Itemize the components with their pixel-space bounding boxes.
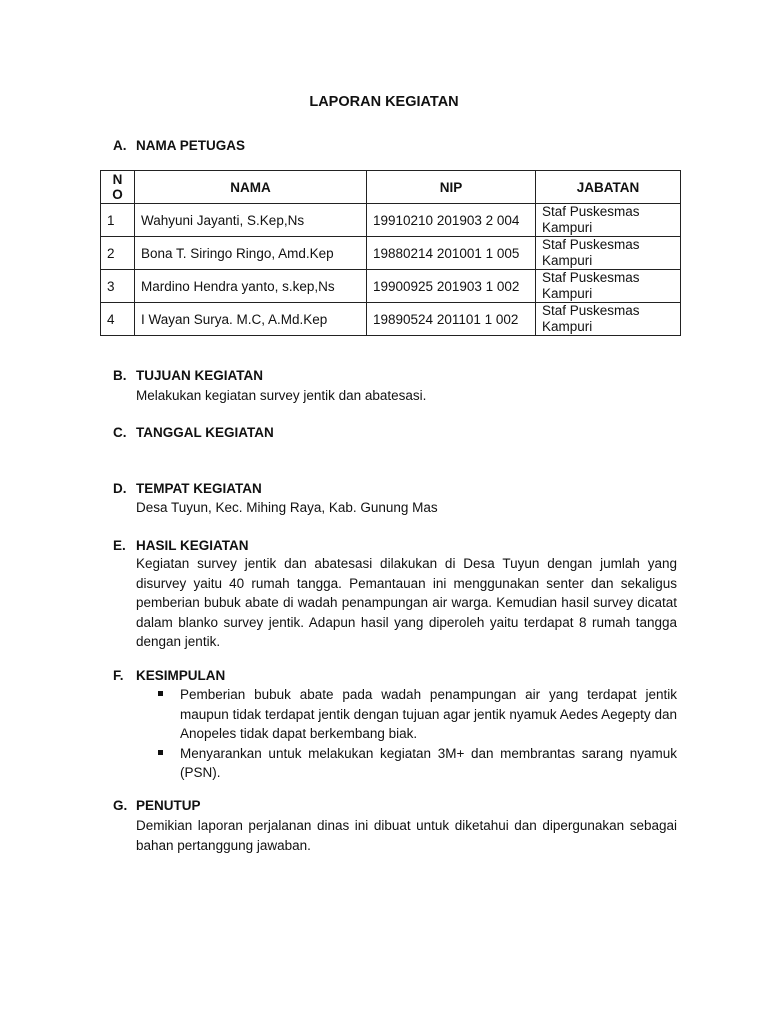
jabatan-line2: Kampuri <box>542 286 593 301</box>
section-g-heading <box>113 798 201 813</box>
jabatan-line1: Staf Puskesmas <box>542 303 640 318</box>
section-c-heading <box>113 425 274 440</box>
section-c-title: TANGGAL KEGIATAN <box>136 425 274 440</box>
list-item-text: Pemberian bubuk abate pada wadah penampungan air yang terdapat jentik maupun tidak terdapat jentik dengan tujuan agar jentik nyamuk Aedes Aegepty dan Anopeles tidak dapat berkembang biak. <box>180 687 677 741</box>
kesimpulan-list <box>160 685 677 783</box>
section-g-letter: G. <box>113 798 128 813</box>
section-g-title: PENUTUP <box>136 798 201 813</box>
table-row <box>101 270 681 303</box>
list-item-text: Menyarankan untuk melakukan kegiatan 3M+ dan membrantas sarang nyamuk (PSN). <box>180 745 677 780</box>
cell-nama: I Wayan Surya. M.C, A.Md.Kep <box>135 303 367 336</box>
section-b-title: TUJUAN KEGIATAN <box>136 368 263 383</box>
section-c-letter: C. <box>113 425 127 440</box>
section-b-text: Melakukan kegiatan survey jentik dan abatesasi. <box>136 388 427 403</box>
section-b-letter: B. <box>113 368 127 383</box>
petugas-table <box>100 170 681 336</box>
header-jabatan: JABATAN <box>536 171 681 204</box>
header-nip: NIP <box>367 171 536 204</box>
section-d-heading <box>113 481 262 496</box>
section-e-heading <box>113 538 249 553</box>
cell-no: 4 <box>101 303 135 336</box>
header-no <box>101 171 135 204</box>
section-a-title: NAMA PETUGAS <box>136 138 246 153</box>
section-g-text: Demikian laporan perjalanan dinas ini dibuat untuk diketahui dan dipergunakan sebagai bahan pertanggung jawaban. <box>136 818 677 853</box>
header-no-line2: O <box>112 187 123 202</box>
section-a-heading <box>113 138 245 153</box>
section-a-letter: A. <box>113 138 127 153</box>
cell-no: 3 <box>101 270 135 303</box>
cell-nip: 19900925 201903 1 002 <box>367 270 536 303</box>
section-d-text: Desa Tuyun, Kec. Mihing Raya, Kab. Gunung Mas <box>136 500 438 515</box>
cell-nama: Wahyuni Jayanti, S.Kep,Ns <box>135 204 367 237</box>
cell-jabatan <box>536 303 681 336</box>
bullet-icon <box>158 750 163 755</box>
section-e-text: Kegiatan survey jentik dan abatesasi dilakukan di Desa Tuyun dengan jumlah yang disurvey yaitu 40 rumah tangga. Pemantauan ini menggunakan senter dan sekaligus pemberian bubuk abate di wadah penampungan air warga. Kemudian hasil survey dicatat dalam blanko survey jentik. Adapun hasil yang diperoleh yaitu terdapat 8 rumah tangga dengan jentik. <box>136 556 677 649</box>
table-row <box>101 237 681 270</box>
cell-no: 2 <box>101 237 135 270</box>
cell-nip: 19910210 201903 2 004 <box>367 204 536 237</box>
section-e-title: HASIL KEGIATAN <box>136 538 249 553</box>
jabatan-line2: Kampuri <box>542 319 593 334</box>
section-f-heading <box>113 668 225 683</box>
cell-no: 1 <box>101 204 135 237</box>
jabatan-line2: Kampuri <box>542 220 593 235</box>
section-f-title: KESIMPULAN <box>136 668 226 683</box>
page-title: LAPORAN KEGIATAN <box>309 94 459 110</box>
table-header-row <box>101 171 681 204</box>
list-item <box>160 744 677 783</box>
cell-jabatan <box>536 270 681 303</box>
jabatan-line1: Staf Puskesmas <box>542 270 640 285</box>
table-row <box>101 303 681 336</box>
bullet-icon <box>158 691 163 696</box>
header-nama: NAMA <box>135 171 367 204</box>
list-item <box>160 685 677 744</box>
cell-nama: Bona T. Siringo Ringo, Amd.Kep <box>135 237 367 270</box>
cell-nip: 19880214 201001 1 005 <box>367 237 536 270</box>
cell-nip: 19890524 201101 1 002 <box>367 303 536 336</box>
cell-jabatan <box>536 237 681 270</box>
section-e-letter: E. <box>113 538 126 553</box>
table-row <box>101 204 681 237</box>
jabatan-line1: Staf Puskesmas <box>542 237 640 252</box>
section-d-letter: D. <box>113 481 127 496</box>
jabatan-line2: Kampuri <box>542 253 593 268</box>
cell-nama: Mardino Hendra yanto, s.kep,Ns <box>135 270 367 303</box>
section-d-title: TEMPAT KEGIATAN <box>136 481 262 496</box>
cell-jabatan <box>536 204 681 237</box>
jabatan-line1: Staf Puskesmas <box>542 204 640 219</box>
header-no-line1: N <box>112 172 123 187</box>
section-b-heading <box>113 368 263 383</box>
section-f-letter: F. <box>113 668 124 683</box>
